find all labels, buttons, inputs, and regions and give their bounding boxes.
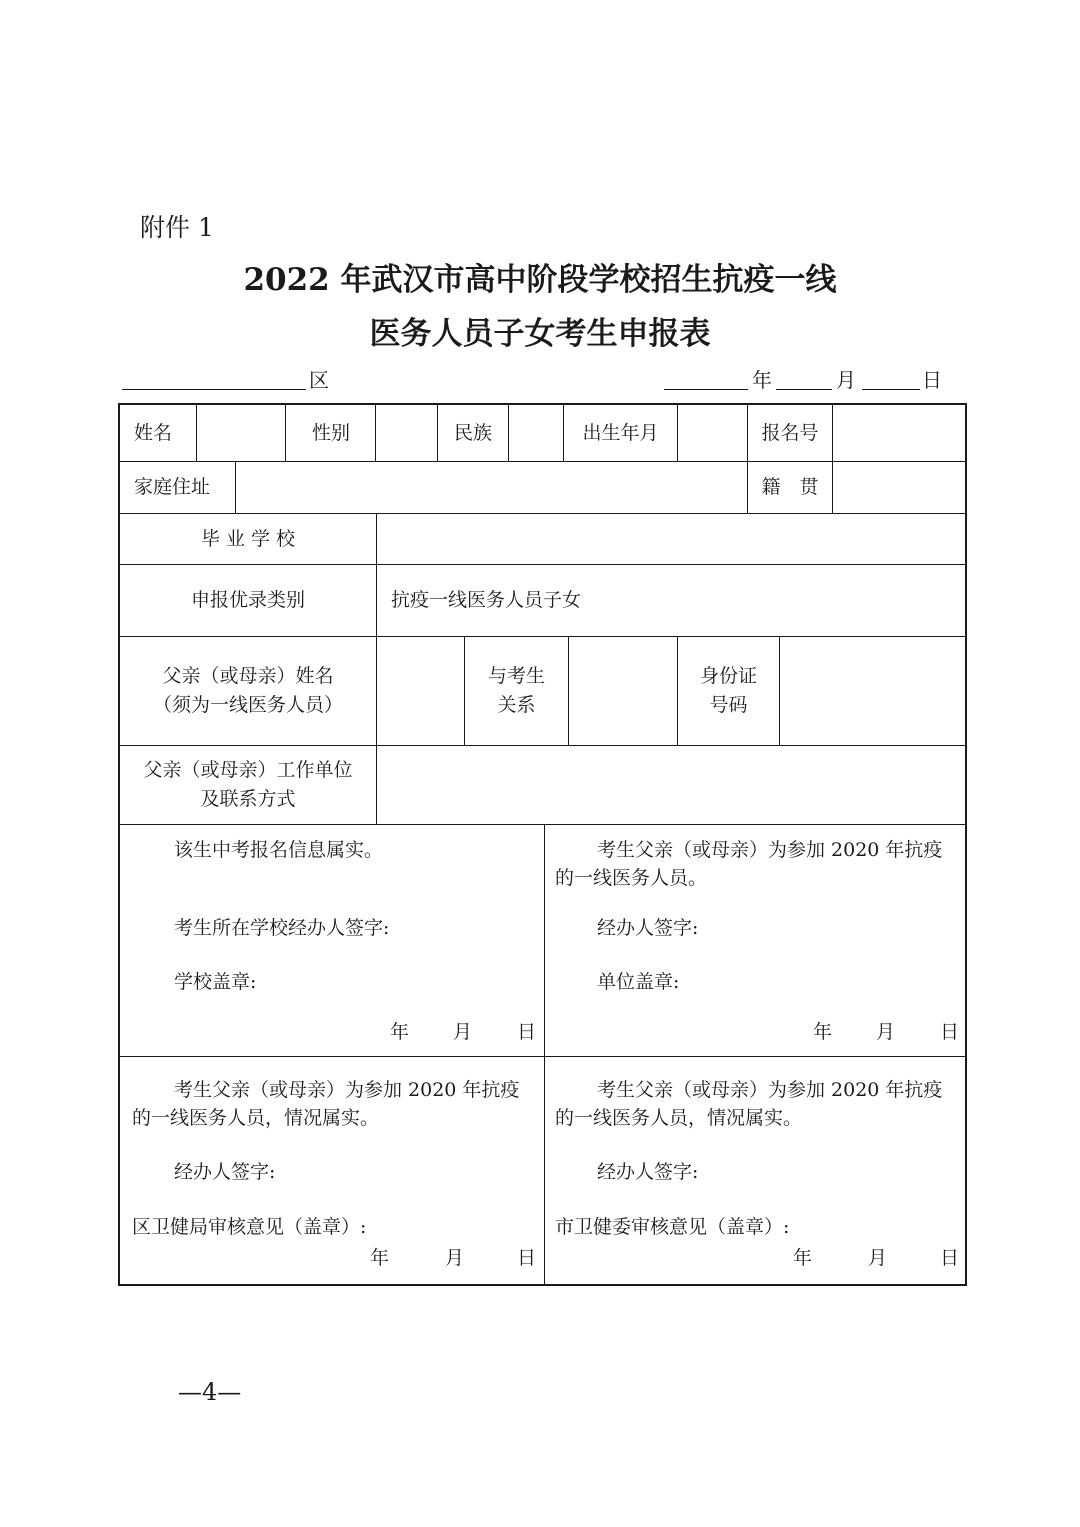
id-number-label-line-1: 身份证 [699, 665, 757, 687]
city-text-line-2: 的一线医务人员，情况属实。 [555, 1107, 803, 1129]
gender-field[interactable] [376, 405, 438, 461]
application-form-table [118, 403, 967, 1286]
employer-text-line-1: 考生父亲（或母亲）为参加 2020 年抗疫 [597, 839, 943, 861]
work-unit-label [120, 746, 377, 824]
native-place-label: 籍 贯 [748, 462, 833, 513]
work-unit-field[interactable] [377, 746, 965, 824]
ethnicity-label: 民族 [438, 405, 509, 461]
parent-info-row [120, 637, 965, 746]
city-date-day: 日 [940, 1247, 960, 1269]
year-label: 年 [752, 368, 772, 392]
id-number-label [678, 637, 780, 745]
name-label: 姓名 [120, 405, 197, 461]
district-blank[interactable] [122, 389, 306, 390]
native-place-field[interactable] [833, 462, 965, 513]
employer-verification-box [545, 825, 965, 1057]
parent-name-field[interactable] [377, 637, 465, 745]
work-unit-label-line-2: 及联系方式 [200, 788, 296, 810]
city-text-line-1: 考生父亲（或母亲）为参加 2020 年抗疫 [597, 1079, 943, 1101]
district-review-label: 区卫健局审核意见（盖章）: [132, 1216, 367, 1238]
district-text-line-1: 考生父亲（或母亲）为参加 2020 年抗疫 [174, 1079, 520, 1101]
approval-row-2 [120, 1057, 965, 1288]
ethnicity-field[interactable] [509, 405, 564, 461]
admission-category-value: 抗疫一线医务人员子女 [391, 589, 582, 611]
month-blank[interactable] [776, 389, 832, 390]
school-date-year: 年 [390, 1021, 410, 1043]
district-date-year: 年 [370, 1247, 390, 1269]
work-unit-row [120, 746, 965, 825]
graduation-school-row [120, 514, 965, 565]
month-label: 月 [836, 368, 856, 392]
parent-name-label [120, 637, 377, 745]
day-label: 日 [922, 368, 942, 392]
page-number: —4— [178, 1378, 242, 1406]
district-text-line-2: 的一线医务人员，情况属实。 [132, 1107, 380, 1129]
form-title-line-2: 医务人员子女考生申报表 [369, 316, 711, 352]
id-number-label-line-2: 号码 [709, 694, 748, 716]
basic-info-row [120, 405, 965, 462]
city-review-label: 市卫健委审核意见（盖章）: [555, 1216, 790, 1238]
relation-field[interactable] [569, 637, 678, 745]
name-field[interactable] [197, 405, 286, 461]
approval-row-1 [120, 825, 965, 1057]
school-verification-text: 该生中考报名信息属实。 [174, 839, 384, 861]
school-date-month: 月 [453, 1021, 473, 1043]
home-address-label: 家庭住址 [120, 462, 236, 513]
id-number-field[interactable] [780, 637, 965, 745]
school-date-day: 日 [517, 1021, 537, 1043]
birth-date-field[interactable] [678, 405, 748, 461]
relation-label [465, 637, 569, 745]
district-date-day: 日 [517, 1247, 537, 1269]
employer-seal-label: 单位盖章: [597, 971, 680, 993]
district-label: 区 [309, 368, 329, 392]
work-unit-label-line-1: 父亲（或母亲）工作单位 [143, 759, 353, 781]
address-row [120, 462, 965, 514]
form-title-line-1: 2022 年武汉市高中阶段学校招生抗疫一线 [243, 262, 837, 298]
gender-label: 性别 [286, 405, 376, 461]
district-health-review-box [120, 1057, 545, 1286]
category-row [120, 565, 965, 637]
registration-number-field[interactable] [833, 405, 965, 461]
attachment-label: 附件 1 [140, 213, 214, 242]
school-signer-label: 考生所在学校经办人签字: [174, 917, 390, 939]
parent-name-label-line-2: （须为一线医务人员） [152, 694, 343, 716]
admission-category-label: 申报优录类别 [120, 565, 377, 636]
city-signer-label: 经办人签字: [597, 1161, 699, 1183]
school-seal-label: 学校盖章: [174, 971, 257, 993]
city-health-review-box [545, 1057, 965, 1286]
birth-date-label: 出生年月 [564, 405, 678, 461]
employer-text-line-2: 的一线医务人员。 [555, 867, 708, 889]
registration-number-label: 报名号 [748, 405, 833, 461]
school-verification-box [120, 825, 545, 1057]
relation-label-line-2: 关系 [497, 694, 536, 716]
home-address-field[interactable] [236, 462, 748, 513]
city-date-year: 年 [793, 1247, 813, 1269]
city-date-month: 月 [868, 1247, 888, 1269]
graduation-school-field[interactable] [377, 514, 965, 564]
district-date-month: 月 [445, 1247, 465, 1269]
district-signer-label: 经办人签字: [174, 1161, 276, 1183]
employer-date-day: 日 [940, 1021, 960, 1043]
employer-date-month: 月 [876, 1021, 896, 1043]
year-blank[interactable] [664, 389, 748, 390]
employer-date-year: 年 [813, 1021, 833, 1043]
day-blank[interactable] [862, 389, 920, 390]
parent-name-label-line-1: 父亲（或母亲）姓名 [162, 665, 334, 687]
employer-signer-label: 经办人签字: [597, 917, 699, 939]
relation-label-line-1: 与考生 [487, 665, 545, 687]
graduation-school-label: 毕 业 学 校 [120, 514, 377, 564]
